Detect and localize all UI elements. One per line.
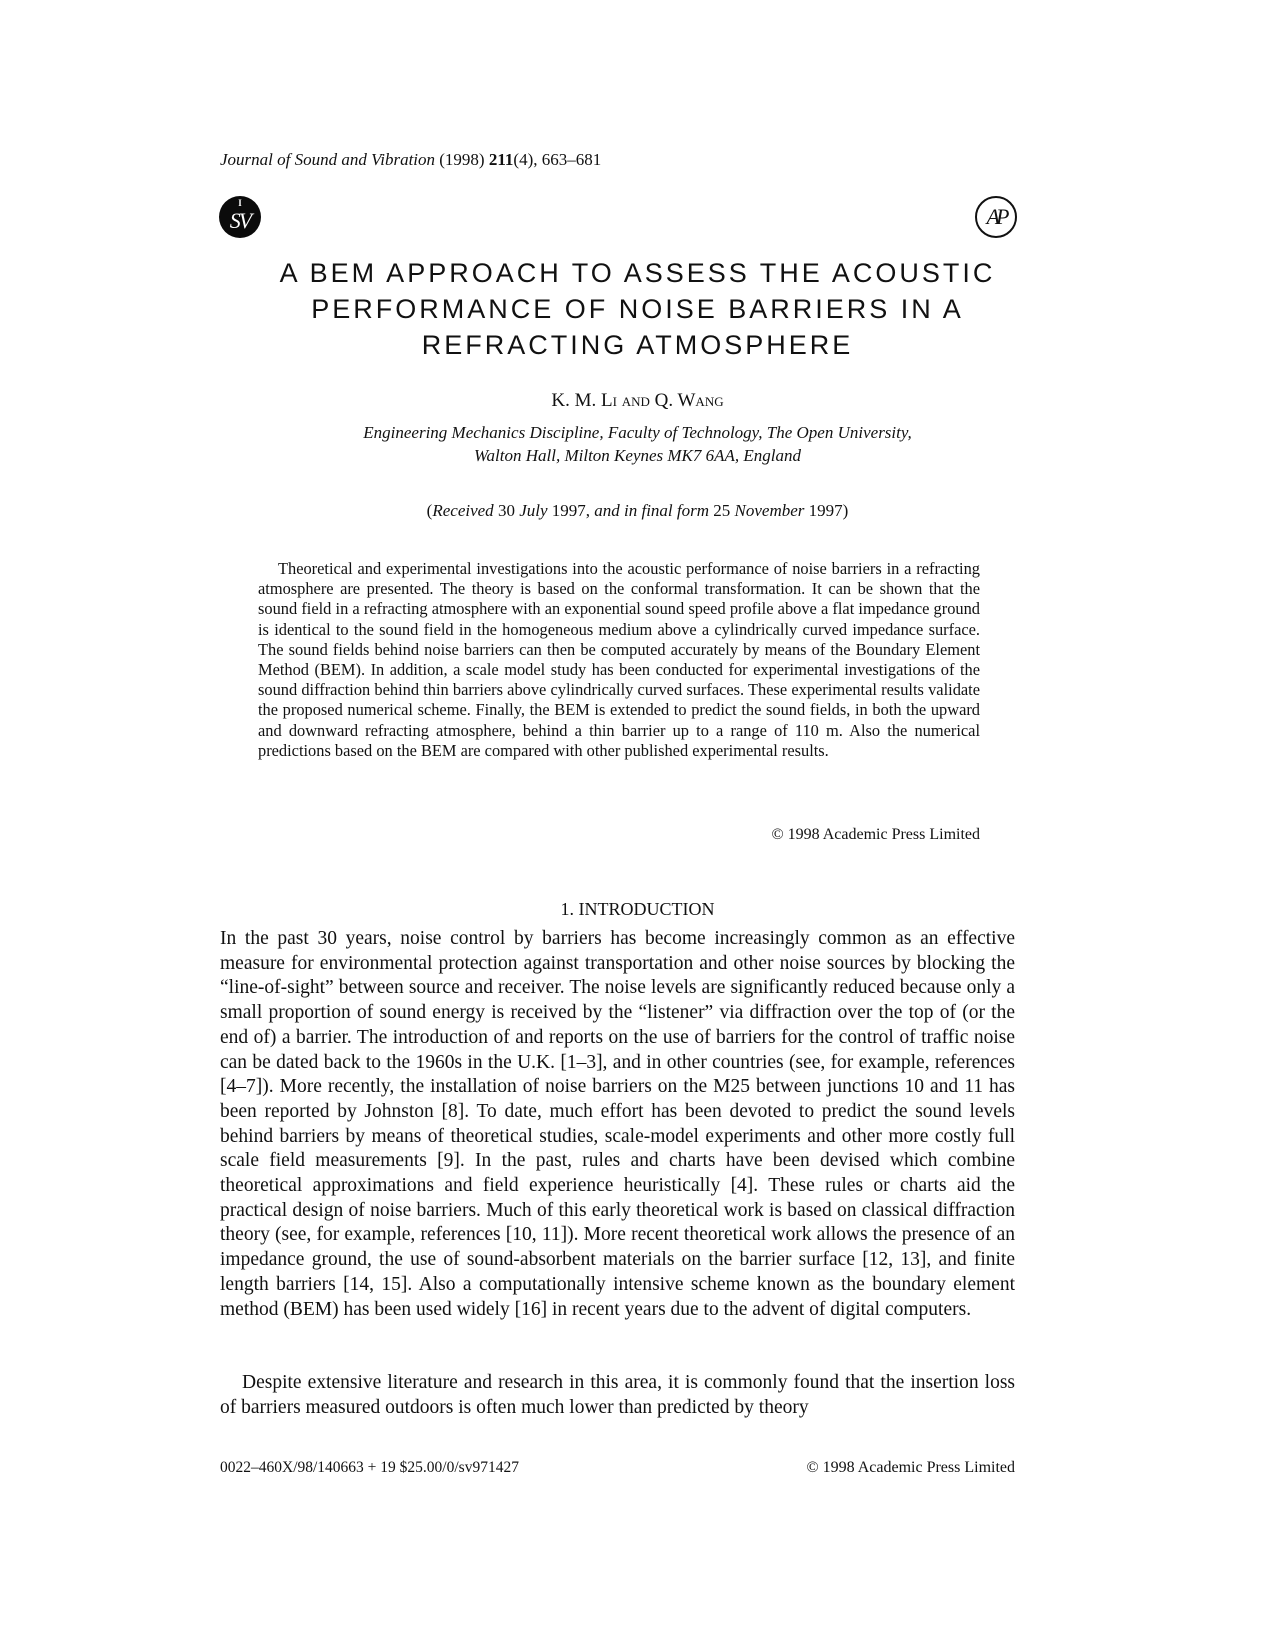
final-month: November: [734, 501, 805, 520]
received-day: 30: [493, 501, 520, 520]
received-open: (: [426, 501, 433, 520]
journal-citation: [220, 150, 601, 170]
abstract-text: Theoretical and experimental investigations into the acoustic performance of noise barriers in a refracting atmosphere are presented. The theory is based on the conformal transformation. It can be shown that the sound field in a refracting atmosphere with an exponential sound speed profile above a flat impedance ground is identical to the sound field in the homogeneous medium above a cylindrically curved impedance surface. The sound fields behind noise barriers can then be computed accurately by means of the Boundary Element Method (BEM). In addition, a scale model study has been conducted for experimental investigations of the sound diffraction behind thin barriers above cylindrically curved surfaces. These experimental results validate the proposed numerical scheme. Finally, the BEM is extended to predict the sound fields, in both the upward and downward refracting atmosphere, behind a thin barrier up to a range of 110 m. Also the numerical predictions based on the BEM are compared with other published experimental results.: [258, 559, 980, 760]
intro-paragraph-2: Despite extensive literature and research in this area, it is commonly found that the insertion loss of barriers measured outdoors is often much lower than predicted by theory: [220, 1372, 1015, 1418]
received-dates: [220, 501, 1055, 521]
affiliation-line-1: Engineering Mechanics Discipline, Faculty of Technology, The Open University,: [363, 423, 912, 442]
title-line: A BEM APPROACH TO ASSESS THE ACOUSTIC: [279, 258, 996, 288]
footer-copyright: © 1998 Academic Press Limited: [806, 1459, 1015, 1476]
final-year: 1997): [804, 501, 849, 520]
affiliation-line-2: Walton Hall, Milton Keynes MK7 6AA, England: [473, 446, 802, 465]
author-1: K. M. Li: [551, 390, 617, 411]
sv-logo: [219, 196, 261, 238]
author-conjunction: and: [621, 390, 650, 411]
title-line: REFRACTING ATMOSPHERE: [421, 330, 854, 360]
received-year: 1997,: [547, 501, 595, 520]
journal-volume: 211: [488, 150, 514, 169]
intro-paragraph-1: In the past 30 years, noise control by barriers has become increasingly common as an effective measure for environmental protection against transportation and other noise sources by blocking the “line-of-sight” between source and receiver. The noise levels are significantly reduced because only a small proportion of sound energy is received by the “listener” via diffraction over the top of (or the end of) a barrier. The introduction of and reports on the use of barriers for the control of traffic noise can be dated back to the 1960s in the U.K. [1–3], and in other countries (see, for example, references [4–7]). More recently, the installation of noise barriers on the M25 between junctions 10 and 11 has been reported by Johnston [8]. To date, much effort has been devoted to predict the sound levels behind barriers by means of theoretical studies, scale-model experiments and other more costly full scale field measurements [9]. In the past, rules and charts have been devised which combine theoretical approximations and field experience heuristically [4]. These rules or charts aid the practical design of noise barriers. Much of this early theoretical work is based on classical diffraction theory (see, for example, references [10, 11]). More recent theoretical work allows the presence of an impedance ground, the use of sound-absorbent materials on the barrier surface [12, 13], and finite length barriers [14, 15]. Also a computationally intensive scheme known as the boundary element method (BEM) has been used widely [16] in recent years due to the advent of digital computers.: [220, 928, 1015, 1320]
authors: [220, 390, 1055, 412]
journal-year: (1998): [439, 150, 485, 169]
final-form-label: and in final form: [594, 501, 710, 520]
received-label: Received: [432, 501, 494, 520]
journal-issue-pages: (4), 663–681: [513, 150, 602, 169]
author-2: Q. Wang: [654, 390, 724, 411]
affiliation: [220, 421, 1055, 467]
title-line: PERFORMANCE OF NOISE BARRIERS IN A: [311, 294, 964, 324]
section-heading: 1. INTRODUCTION: [560, 899, 715, 919]
paper-title: [220, 255, 1055, 363]
footer-issn: 0022–460X/98/140663 + 19 $25.00/0/sv971427: [220, 1459, 519, 1476]
journal-name: Journal of Sound and Vibration: [220, 150, 436, 169]
final-day: 25: [709, 501, 735, 520]
sv-logo-text: SV: [229, 208, 251, 233]
abstract-copyright: © 1998 Academic Press Limited: [771, 826, 980, 843]
ap-logo-text: AP: [986, 204, 1006, 229]
received-month: July: [519, 501, 548, 520]
sv-logo-small-text: I: [238, 198, 242, 208]
ap-logo: [975, 196, 1017, 238]
